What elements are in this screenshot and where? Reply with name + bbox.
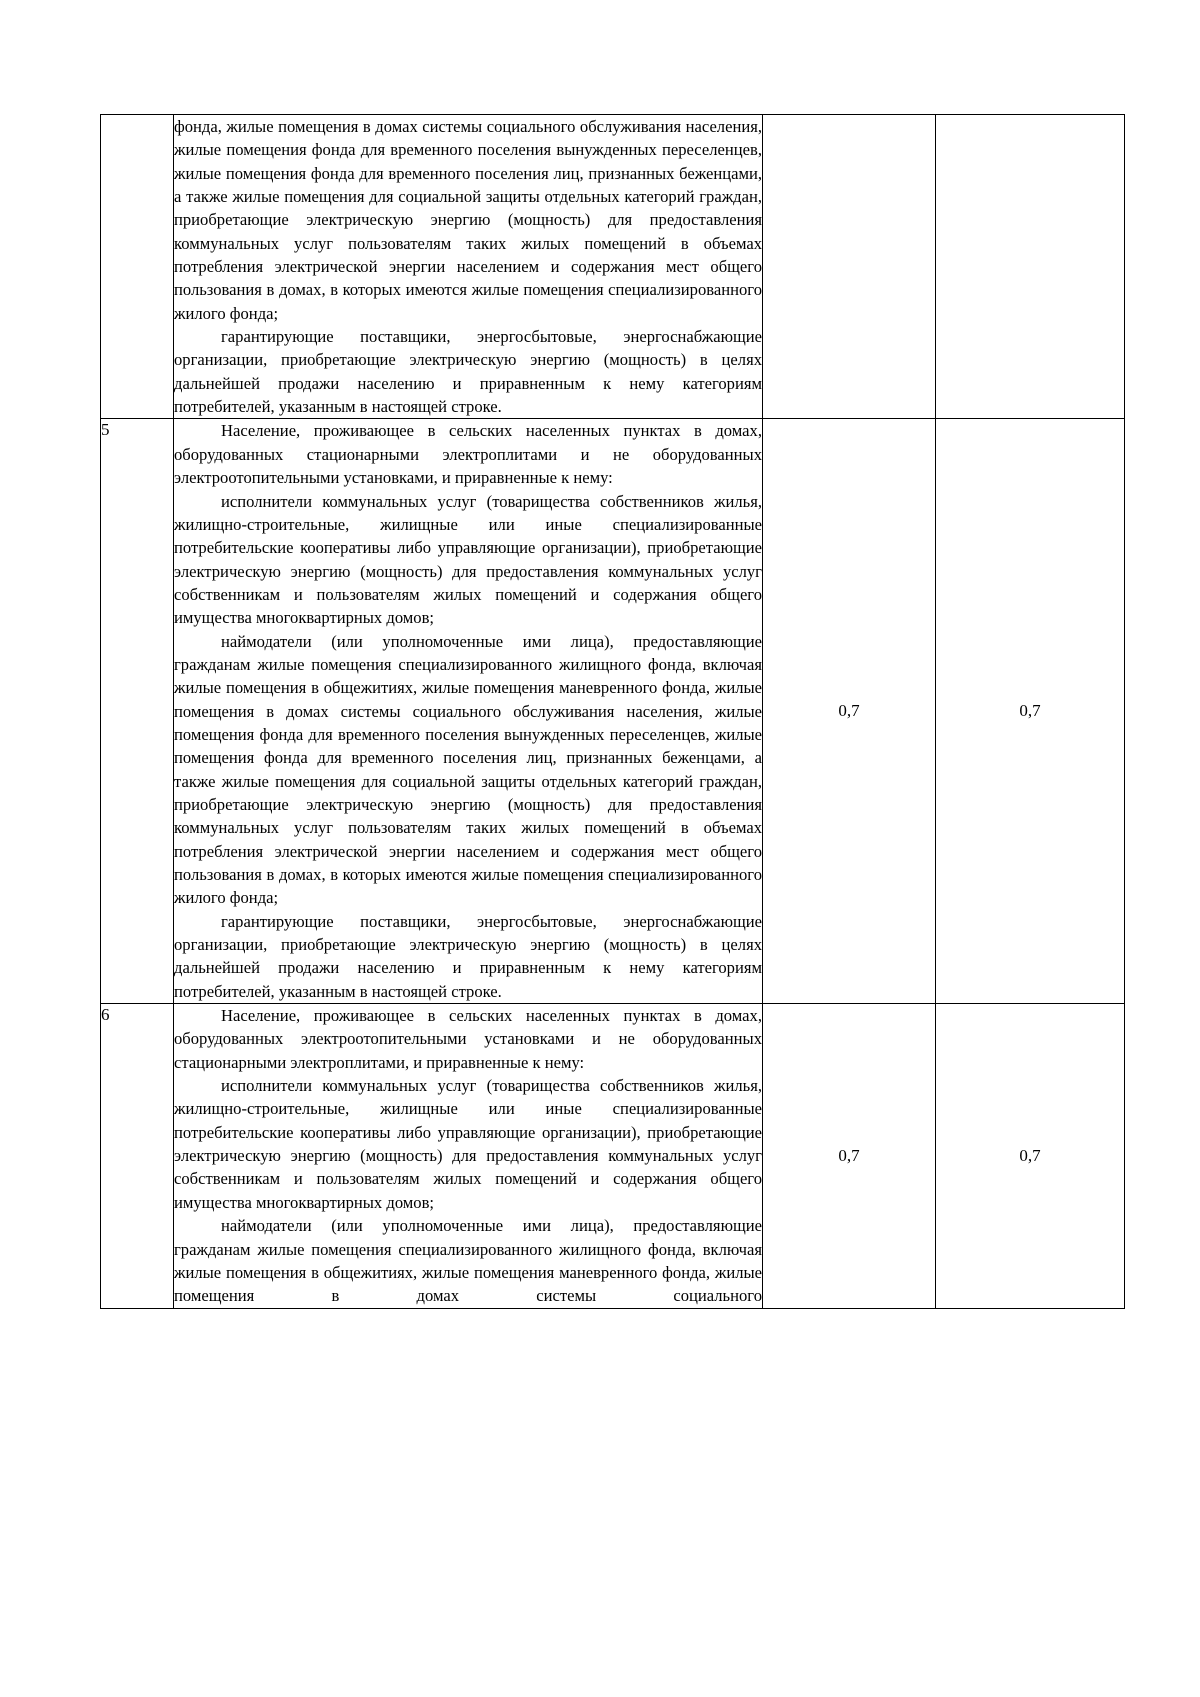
- description-paragraph: фонда, жилые помещения в домах системы социального обслуживания населения, жилые помещения фонда для временного поселения вынужденных переселенцев, жилые помещения фонда для временного поселения лиц, признанных беженцами, а также жилые помещения для социальной защиты отдельных категорий граждан, приобретающие электрическую энергию (мощность) для предоставления коммунальных услуг пользователям таких жилых помещений в объемах потребления электрической энергии населением и содержания мест общего пользования в домах, в которых имеются жилые помещения специализированного жилого фонда;: [174, 117, 762, 323]
- description-paragraph: гарантирующие поставщики, энергосбытовые, энергоснабжающие организации, приобретающие электрическую энергию (мощность) в целях дальнейшей продажи населению и приравненным к нему категориям потребителей, указанным в настоящей строке.: [174, 327, 762, 417]
- row-description: [174, 419, 763, 1004]
- description-paragraph: наймодатели (или уполномоченные ими лица), предоставляющие гражданам жилые помещения специализированного жилищного фонда, включая жилые помещения в общежитиях, жилые помещения маневренного фонда, жилые помещения в домах системы социального: [174, 1216, 762, 1306]
- description-paragraph: исполнители коммунальных услуг (товарищества собственников жилья, жилищно-строительные, жилищные или иные специализированные потребительские кооперативы либо управляющие организации), приобретающие электрическую энергию (мощность) для предоставления коммунальных услуг собственникам и пользователям жилых помещений и содержания общего имущества многоквартирных домов;: [174, 491, 762, 628]
- description-paragraph: Население, проживающее в сельских населенных пунктах в домах, оборудованных электроотопительными установками и не оборудованных стационарными электроплитами, и приравненные к нему:: [174, 1006, 762, 1072]
- row-number: 6: [101, 1004, 174, 1308]
- description-paragraph: исполнители коммунальных услуг (товарищества собственников жилья, жилищно-строительные, жилищные или иные специализированные потребительские кооперативы либо управляющие организации), приобретающие электрическую энергию (мощность) для предоставления коммунальных услуг собственникам и пользователям жилых помещений и содержания общего имущества многоквартирных домов;: [174, 1076, 762, 1212]
- value-cell-2: 0,7: [936, 1004, 1125, 1308]
- description-paragraph: Население, проживающее в сельских населенных пунктах в домах, оборудованных стационарными электроплитами и не оборудованных электроотопительными установками, и приравненные к нему:: [174, 421, 762, 488]
- row-number: [101, 115, 174, 419]
- table-row: [101, 419, 1125, 1004]
- tariff-table: [100, 114, 1125, 1309]
- value-cell-1: [763, 115, 936, 419]
- row-description: [174, 1004, 763, 1308]
- description-paragraph: наймодатели (или уполномоченные ими лица), предоставляющие гражданам жилые помещения специализированного жилищного фонда, включая жилые помещения в общежитиях, жилые помещения маневренного фонда, жилые помещения в домах системы социального обслуживания населения, жилые помещения фонда для временного поселения вынужденных переселенцев, жилые помещения фонда для временного поселения лиц, признанных беженцами, а также жилые помещения для социальной защиты отдельных категорий граждан, приобретающие электрическую энергию (мощность) для предоставления коммунальных услуг пользователям таких жилых помещений в объемах потребления электрической энергии населением и содержания мест общего пользования в домах, в которых имеются жилые помещения специализированного жилого фонда;: [174, 631, 762, 908]
- value-cell-2: [936, 115, 1125, 419]
- table-row: [101, 1004, 1125, 1308]
- description-paragraph: гарантирующие поставщики, энергосбытовые, энергоснабжающие организации, приобретающие электрическую энергию (мощность) в целях дальнейшей продажи населению и приравненным к нему категориям потребителей, указанным в настоящей строке.: [174, 911, 762, 1001]
- table-row: [101, 115, 1125, 419]
- row-number: 5: [101, 419, 174, 1004]
- value-cell-1: 0,7: [763, 419, 936, 1004]
- value-cell-2: 0,7: [936, 419, 1125, 1004]
- value-cell-1: 0,7: [763, 1004, 936, 1308]
- row-description: [174, 115, 763, 419]
